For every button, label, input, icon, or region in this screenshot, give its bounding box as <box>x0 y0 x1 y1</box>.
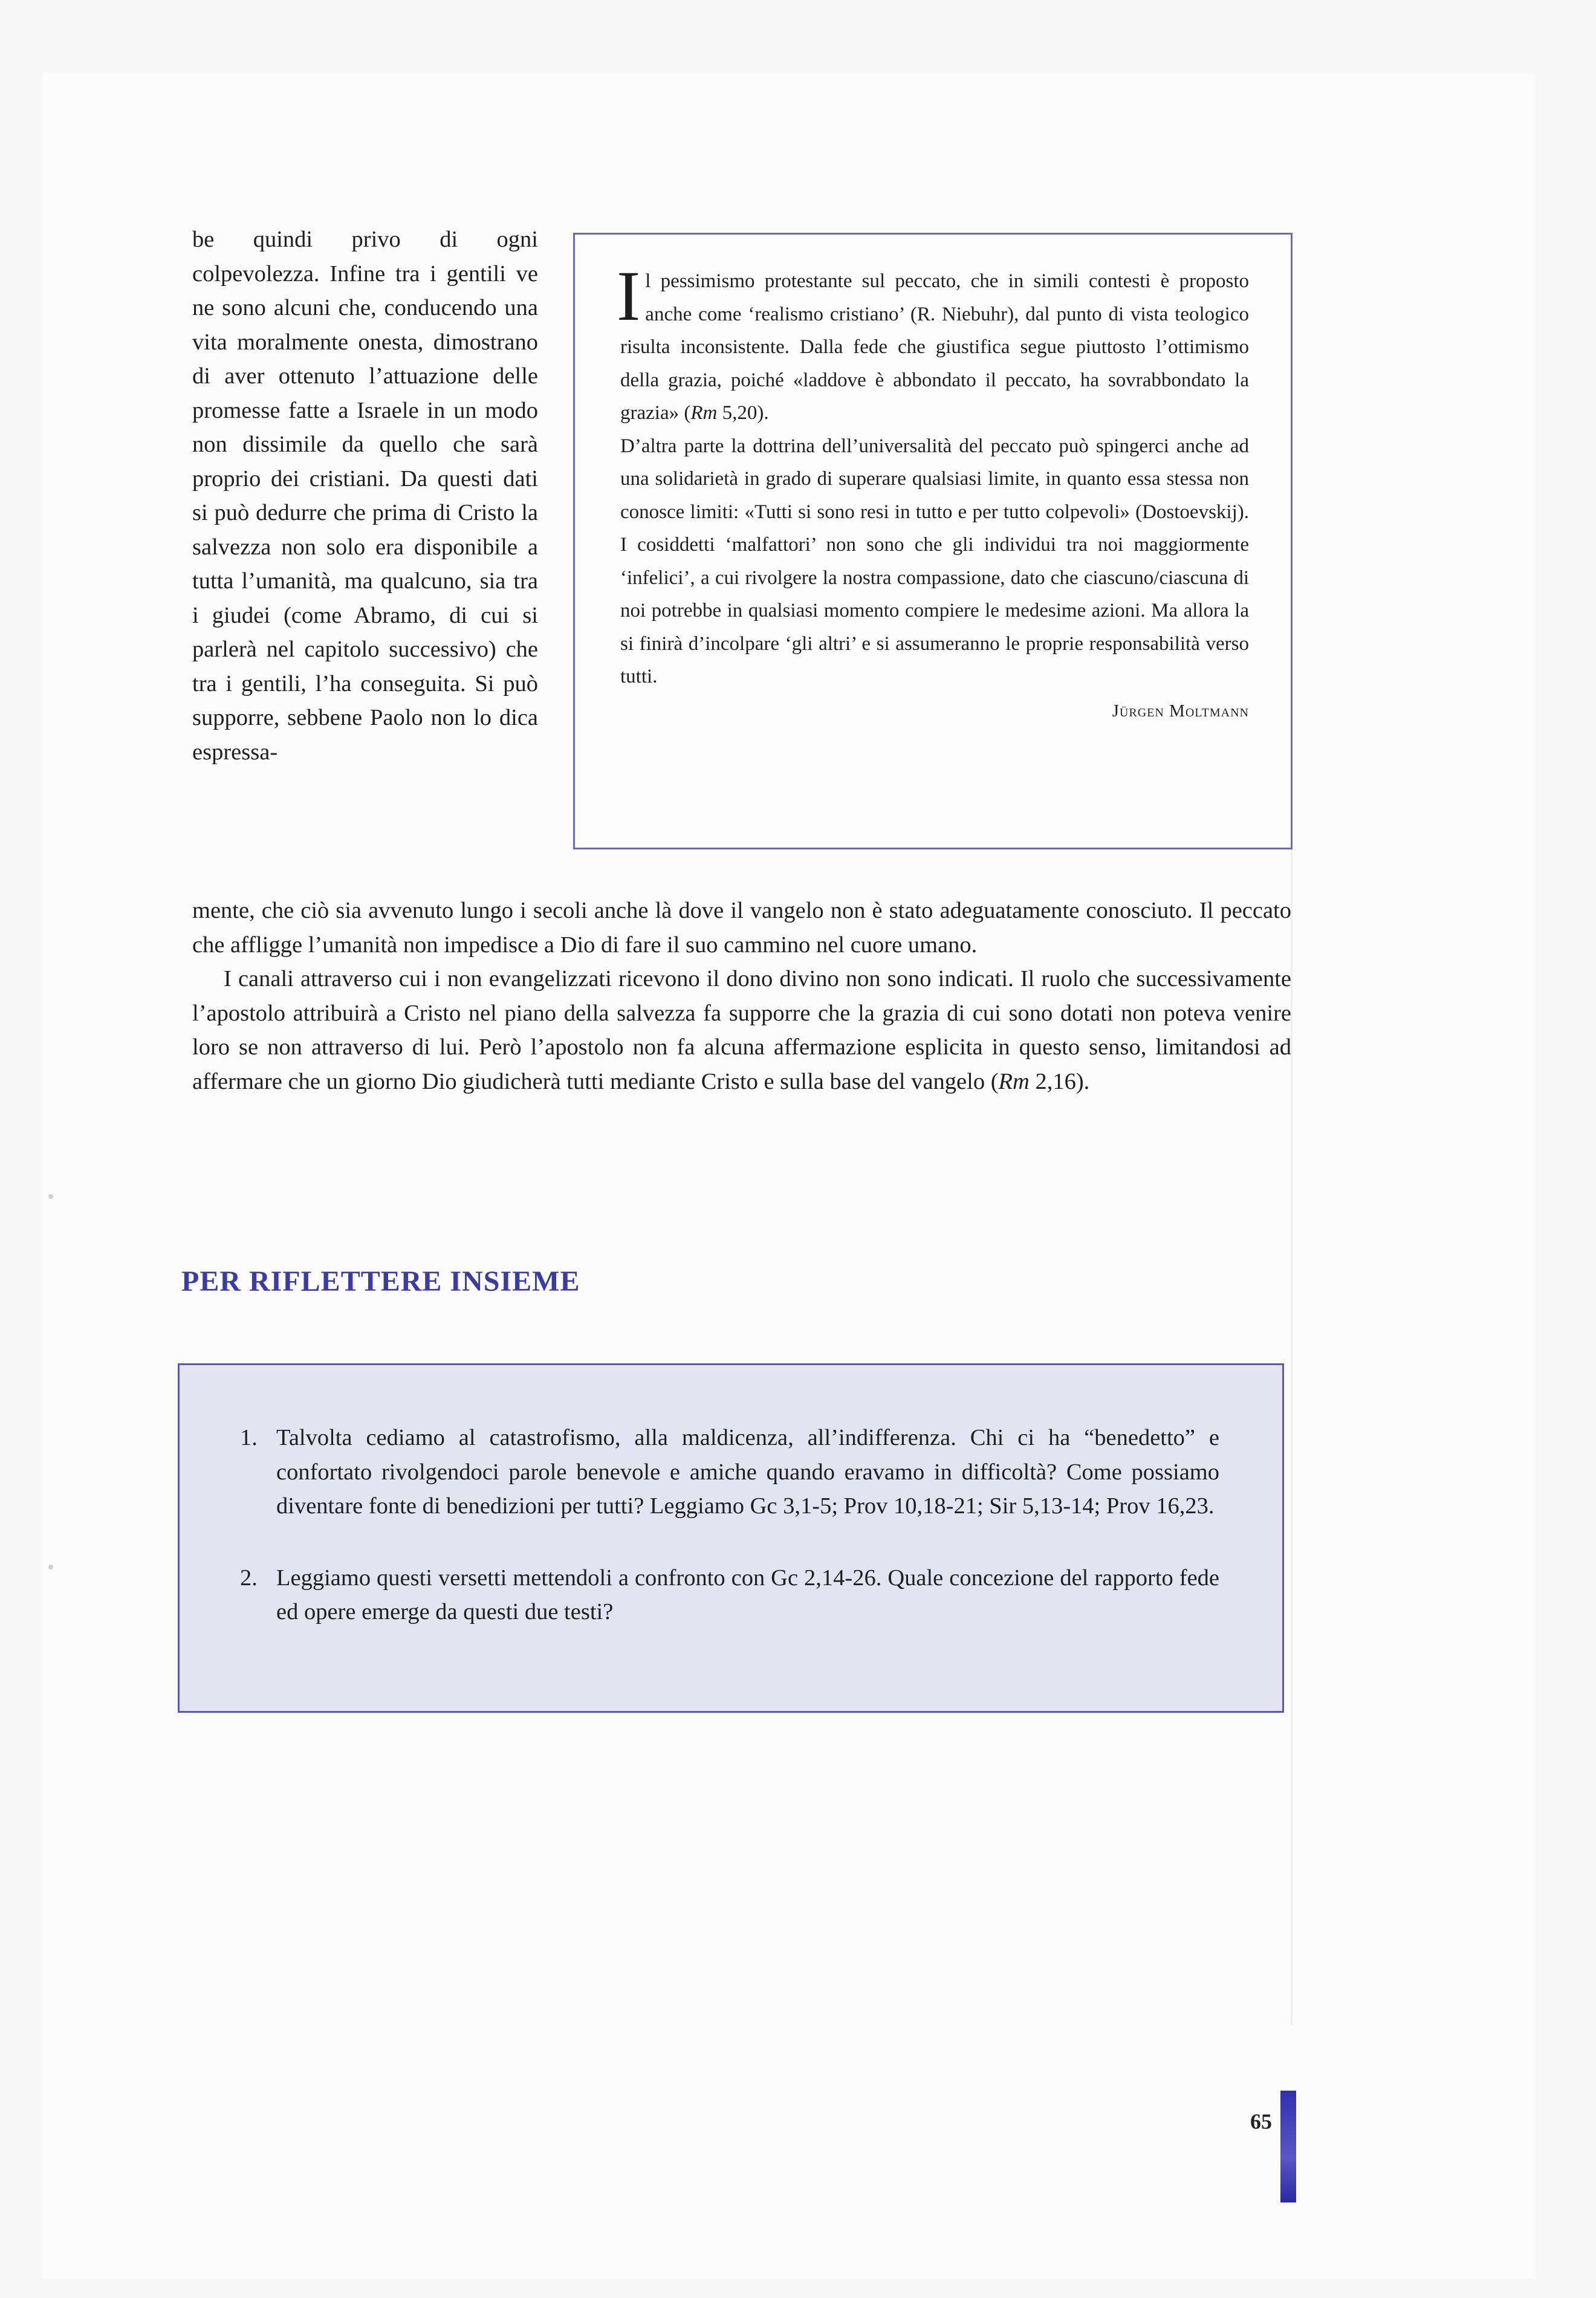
list-item-text: Leggiamo questi versetti mettendoli a confronto con Gc 2,14-26. Quale concezione del rapporto fede ed opere emerge da questi due testi? <box>276 1565 1219 1625</box>
body-paragraph-2: I canali attraverso cui i non evangelizzati ricevono il dono divino non sono indicati. Il ruolo che successivamente l’apostolo attribuirà a Cristo nel piano della salvezza fa supporre che la grazia di cui sono dotati non poteva venire loro se non attraverso di lui. Però l’apostolo non fa alcuna affermazione esplicita in questo senso, limitandosi ad affermare che un giorno Dio giudicherà tutti mediante Cristo e sulla base del vangelo (Rm 2,16). <box>192 966 1291 1094</box>
left-column-text: be quindi privo di ogni colpevolezza. Infine tra i gentili ve ne sono alcuni che, conducendo una vita moralmente onesta, dimostrano di aver ottenuto l’attuazione delle promesse fatte a Israele in un modo non dissimile da quello che sarà proprio dei cristiani. Da questi dati si può dedurre che prima di Cristo la salvezza non solo era disponibile a tutta l’umanità, ma qualcuno, sia tra i giudei (come Abramo, di cui si parlerà nel capitolo successivo) che tra i gentili, l’ha conseguita. Si può supporre, sebbene Paolo non lo dica espressa- <box>192 227 538 765</box>
left-column <box>192 222 538 769</box>
page-number: 65 <box>1250 2109 1272 2134</box>
binding-hole-mark <box>48 1194 53 1199</box>
list-item-number: 1. <box>240 1425 258 1450</box>
list-item <box>240 1421 1219 1524</box>
section-heading: PER RIFLETTERE INSIEME <box>181 1265 580 1297</box>
quote-box-content <box>617 256 1249 727</box>
quote-paragraph-2: D’altra parte la dottrina dell’universalità del peccato può spingerci anche ad una solidarietà in grado di superare qualsiasi limite, in quanto essa stessa non conosce limiti: «Tutti si sono resi in tutto e per tutto colpevoli» (Dostoevskij). I cosiddetti ‘malfattori’ non sono che gli individui tra noi maggiormente ‘infelici’, a cui rivolgere la nostra compassione, dato che ciascuno/ciascuna di noi potrebbe in qualsiasi momento compiere le medesime azioni. Ma allora la si finirà d’incolpare ‘gli altri’ e si assumeranno le proprie responsabilità verso tutti. <box>620 435 1249 687</box>
quote-author: Jürgen Moltmann <box>1112 701 1249 721</box>
list-item-number: 2. <box>240 1565 258 1591</box>
list-item <box>240 1561 1219 1629</box>
list-item-text: Talvolta cediamo al catastrofismo, alla maldicenza, all’indifferenza. Chi ci ha “benedetto” e confortato rivolgendoci parole benevole e amiche quando eravamo in difficoltà? Come possiamo diventare fonte di benedizioni per tutti? Leggiamo Gc 3,1-5; Prov 10,18-21; Sir 5,13-14; Prov 16,23. <box>276 1425 1219 1519</box>
body-continuation: mente, che ciò sia avvenuto lungo i secoli anche là dove il vangelo non è stato adeguatamente conosciuto. Il peccato che affligge l’umanità non impedisce a Dio di fare il suo cammino nel cuore umano. <box>192 898 1291 958</box>
quote-paragraph-1: Il pessimismo protestante sul peccato, che in simili contesti è proposto anche come ‘realismo cristiano’ (R. Niebuhr), dal punto di vista teologico risulta inconsistente. Dalla fede che giustifica segue piuttosto l’ottimismo della grazia, poiché «laddove è abbondato il peccato, ha sovrabbondato la grazia» (Rm 5,20). <box>617 256 1249 424</box>
binding-hole-mark <box>48 1565 53 1569</box>
reflection-list <box>240 1421 1219 1629</box>
drop-cap: I <box>617 256 641 336</box>
quote-box <box>573 233 1293 849</box>
body-text <box>192 894 1291 1099</box>
page-edge-strip <box>1280 2091 1296 2202</box>
reflection-box <box>178 1363 1284 1713</box>
